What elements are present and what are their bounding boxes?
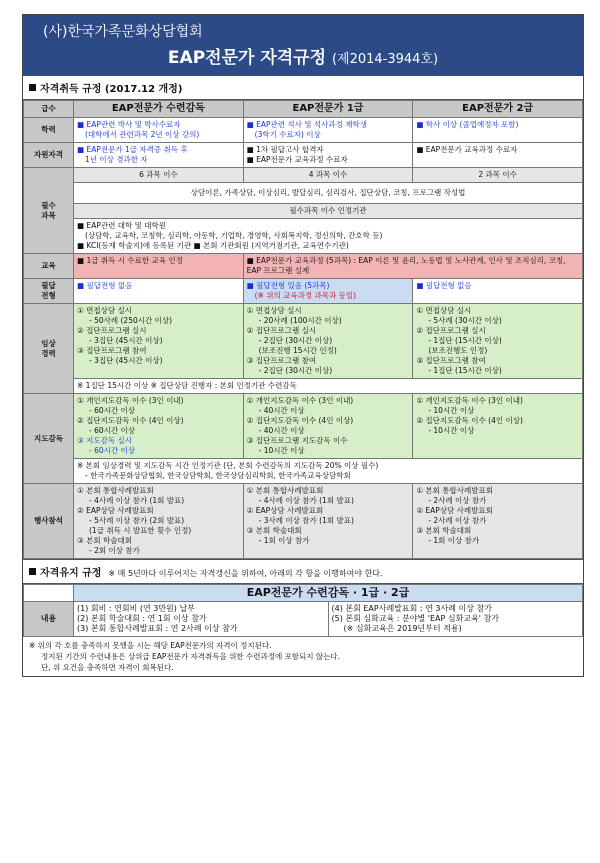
text-line: (1) 회비 : 연회비 (연 3만원) 납부 <box>77 604 195 613</box>
events-grade2 <box>413 484 583 559</box>
approval-heading: 필수과목 이수 인정기관 <box>74 204 583 219</box>
text-line: - 한국가족문화상담협회, 한국상담학회, 한국상담심리학회, 한국가족교육상담학회 <box>85 471 351 480</box>
list-line: - 20사례 (100시간 이상) <box>258 316 342 325</box>
cert-grade1 <box>243 143 413 168</box>
clinical-note: ※ 1집단 15시간 이상 ※ 집단상담 진행자 : 본회 인정기관 수련감독 <box>74 379 583 394</box>
list-line: - 40시간 이상 <box>258 426 305 435</box>
edu-grade1 <box>243 118 413 143</box>
list-line: - 40시간 이상 <box>258 406 305 415</box>
list-line: ① 면접상담 실시 <box>77 306 132 315</box>
footer-line: 단, 위 요건을 충족하면 자격이 회복된다. <box>41 663 174 672</box>
grade-header: 급수 <box>24 101 74 118</box>
label-line: 과목 <box>41 210 56 220</box>
cert-grade2 <box>413 143 583 168</box>
text-line: (※ 심화교육은 2019년부터 적용) <box>343 624 462 633</box>
row-label-education: 학력 <box>24 118 74 143</box>
text-line: ■ 필답전형 있음 (5과목) <box>246 281 330 290</box>
list-line: ② 집단지도감독 이수 (4인 이상) <box>246 416 354 425</box>
cert-supervisor <box>74 143 244 168</box>
label-line: 필답 <box>41 281 56 290</box>
list-line: - 2사례 이상 참가 <box>428 516 487 525</box>
list-line: ② 집단프로그램 실시 <box>246 326 317 335</box>
text-line: ■ EAP관련 석사 및 석사과정 재학생 <box>246 120 367 129</box>
row-label-events: 행사참석 <box>24 484 74 559</box>
text-line: (상담학, 교육학, 코칭학, 심리학, 아동학, 기업학, 경영학, 사회복지학, 정신의학, 간호학 등) <box>85 231 383 240</box>
text-line: (2) 본회 학술대회 : 연 1회 이상 참가 <box>77 614 207 623</box>
label-line: 전형 <box>41 291 56 300</box>
list-line: (보조진행도 인정) <box>428 346 488 355</box>
maintenance-left <box>74 602 329 637</box>
text-line: ■ EAP관련 대학 및 대학원 <box>77 221 166 230</box>
list-line: - 4사례 이상 참가 (1회 발표) <box>89 496 185 505</box>
req-count-grade1: 4 과목 이수 <box>243 168 413 183</box>
label-line: 필수 <box>41 200 56 210</box>
list-line: ① 면접상담 실시 <box>246 306 302 315</box>
list-line: ① 본회 통합사례발표회 <box>246 486 324 495</box>
blank-cell <box>24 585 74 602</box>
written-supervisor: ■ 필답전형 없음 <box>74 279 244 304</box>
section-title: 자격취득 규정 (2017.12 개정) <box>40 84 183 95</box>
list-line: - 10시간 이상 <box>428 406 475 415</box>
document-title <box>23 43 583 68</box>
supervision-grade2 <box>413 394 583 459</box>
clinical-grade2 <box>413 304 583 379</box>
list-line: - 2집단 (30시간 이상) <box>258 336 333 345</box>
list-line: - 5사례 (30시간 이상) <box>428 316 502 325</box>
list-line: ③ 본회 학술대회 <box>77 536 132 545</box>
list-line: ③ 지도감독 실시 <box>77 436 132 445</box>
list-line: ③ 집단프로그램 참여 <box>246 356 317 365</box>
list-line: - 10시간 이상 <box>428 426 475 435</box>
edu-supervisor <box>74 118 244 143</box>
list-line: ③ 본회 학술대회 <box>416 526 472 535</box>
section-title: 자격유지 규정 <box>40 568 102 579</box>
row-label-content: 내용 <box>24 602 74 637</box>
text-line: ■ KCI(등재 학술지)에 등록된 기관 ■ 본회 기관회원 (지역거점기관, 교육연수기관) <box>77 241 349 250</box>
text-line: (4) 본회 EAP사례발표회 : 연 3사례 이상 참가 <box>331 604 492 613</box>
row-label-written <box>24 279 74 304</box>
text-line: ■ 학사 이상 (졸업예정자 포함) <box>416 120 519 129</box>
maintenance-right <box>328 602 583 637</box>
label-line: 경력 <box>41 348 56 358</box>
list-line: - 50사례 (250시간 이상) <box>89 316 173 325</box>
row-label-training: 교육 <box>24 254 74 279</box>
regulation-number: (제2014-3944호) <box>331 52 439 67</box>
list-line: ③ 집단프로그램 지도감독 이수 <box>246 436 348 445</box>
list-line: ② 집단지도감독 이수 (4인 이상) <box>77 416 184 425</box>
text-line: ■ EAP전문가 교육과정 수료자 <box>416 145 518 154</box>
row-label-cert: 자원자격 <box>24 143 74 168</box>
list-line: ① 본회 통합사례발표회 <box>416 486 494 495</box>
supervision-note <box>74 459 583 484</box>
list-line: - 10시간 이상 <box>258 446 305 455</box>
document-page <box>22 14 584 677</box>
title-text: EAP전문가 자격규정 <box>167 48 327 68</box>
req-count-supervisor: 6 과목 이수 <box>74 168 244 183</box>
list-line: ① 본회 통합사례발표회 <box>77 486 154 495</box>
list-line: (보조진행 15시간 인정) <box>258 346 337 355</box>
req-count-grade2: 2 과목 이수 <box>413 168 583 183</box>
section-acquisition-heading <box>23 76 583 100</box>
list-line: ③ 집단프로그램 참여 <box>77 346 147 355</box>
section-maintenance-heading <box>23 559 583 584</box>
written-grade2: ■ 필답전형 없음 <box>413 279 583 304</box>
edu-grade2 <box>413 118 583 143</box>
footer-notes <box>23 637 583 676</box>
list-line: - 1회 이상 참가 <box>258 536 310 545</box>
supervision-grade1 <box>243 394 413 459</box>
list-line: - 1집단 (15시간 이상) <box>428 336 502 345</box>
text-line: (5) 본회 심화교육 : 분야별 'EAP 심화교육' 참가 <box>331 614 499 623</box>
list-line: - 4사례 이상 참가 (1회 발표) <box>258 496 354 505</box>
list-line: ③ 집단프로그램 참여 <box>416 356 486 365</box>
row-label-required <box>24 168 74 254</box>
bullet-square-icon <box>29 84 36 91</box>
text-line: (대학에서 관련과목 2년 이상 강의) <box>85 130 200 139</box>
acquisition-table <box>23 100 583 559</box>
training-supervisor: ■ 1급 취득 시 수료한 교육 인정 <box>74 254 244 279</box>
list-line: - 2회 이상 참가 <box>89 546 140 555</box>
list-line: - 3집단 (45시간 이상) <box>89 356 163 365</box>
supervision-supervisor <box>74 394 244 459</box>
label-line: 임상 <box>41 338 56 348</box>
footer-line: ※ 위의 각 호를 충족하지 못했을 시는 해당 EAP전문가의 자격이 정지된다. <box>29 641 272 650</box>
list-line: ② 집단프로그램 실시 <box>77 326 147 335</box>
row-label-clinical <box>24 304 74 394</box>
col-supervisor: EAP전문가 수련감독 <box>74 101 244 118</box>
maintenance-title: EAP전문가 수련감독 · 1급 · 2급 <box>74 585 583 602</box>
text-line: ■ EAP관련 박사 및 박사수료자 <box>77 120 181 129</box>
list-line: (1급 취득 시 발표한 횟수 인정) <box>89 526 192 535</box>
list-line: - 1회 이상 참가 <box>428 536 480 545</box>
text-line: (3학기 수료자) 이상 <box>254 130 321 139</box>
required-subjects: 상담이론, 가족상담, 이상심리, 발달심리, 심리검사, 집단상담, 코칭, 프로그램 작성법 <box>74 183 583 204</box>
list-line: ③ 본회 학술대회 <box>246 526 302 535</box>
list-line: - 2집단 (30시간 이상) <box>258 366 333 375</box>
text-line: ■ EAP전문가 1급 자격증 취득 후 <box>77 145 188 154</box>
footer-line: 정지된 기간의 수련내용은 상위급 EAP전문가 자격취득을 위한 수련과정에 포함되지 않는다. <box>41 652 341 661</box>
text-line: ■ EAP전문가 교육과정 수료자 <box>246 155 348 164</box>
list-line: - 3사례 이상 참가 (1회 발표) <box>258 516 354 525</box>
section-note: ※ 매 5년마다 이루어지는 자격갱신을 위하여, 아래의 각 항을 이행하여야 한다. <box>108 569 383 578</box>
text-line: (※ 위의 교육과정 과목과 동일) <box>254 291 357 300</box>
maintenance-table <box>23 584 583 637</box>
col-grade2: EAP전문가 2급 <box>413 101 583 118</box>
list-line: ② 집단지도감독 이수 (4인 이상) <box>416 416 523 425</box>
text-line: (3) 본회 통합사례발표회 : 연 2사례 이상 참가 <box>77 624 238 633</box>
list-line: - 60시간 이상 <box>89 406 135 415</box>
bullet-square-icon <box>29 568 36 575</box>
text-line: ■ 1차 필답고사 합격자 <box>246 145 324 154</box>
list-line: - 5사례 이상 참가 (2회 발표) <box>89 516 185 525</box>
text-line: 1년 이상 경과한 자 <box>85 155 148 164</box>
list-line: ① 면접상담 실시 <box>416 306 472 315</box>
training-grade1-2: ■ EAP전문가 교육과정 (5과목) : EAP 이론 및 윤리, 노동법 및 노사관계, 인사 및 조직심리, 코칭, EAP 프로그램 실제 <box>243 254 582 279</box>
list-line: - 3집단 (45시간 이상) <box>89 336 163 345</box>
list-line: ① 개인지도감독 이수 (3인 이내) <box>246 396 354 405</box>
list-line: - 1집단 (15시간 이상) <box>428 366 502 375</box>
list-line: ② EAP상담 사례발표회 <box>246 506 324 515</box>
list-line: ② 집단프로그램 실시 <box>416 326 486 335</box>
title-banner <box>23 15 583 76</box>
clinical-grade1 <box>243 304 413 379</box>
organization-name: (사)한국가족문화상담협회 <box>43 24 203 40</box>
row-label-supervision: 지도감독 <box>24 394 74 484</box>
clinical-supervisor <box>74 304 244 379</box>
list-line: - 60시간 이상 <box>89 446 135 455</box>
text-line: ※ 본회 임상경력 및 지도감독 시간 인정기관 (단, 본회 수련감독의 지도감독 20% 이상 필수) <box>77 461 379 470</box>
col-grade1: EAP전문가 1급 <box>243 101 413 118</box>
list-line: - 60시간 이상 <box>89 426 135 435</box>
events-grade1 <box>243 484 413 559</box>
list-line: ① 개인지도감독 이수 (3인 이내) <box>416 396 523 405</box>
list-line: - 2사례 이상 참가 <box>428 496 487 505</box>
list-line: ② EAP상담 사례발표회 <box>416 506 493 515</box>
events-supervisor <box>74 484 244 559</box>
list-line: ① 개인지도감독 이수 (3인 이내) <box>77 396 184 405</box>
written-grade1 <box>243 279 413 304</box>
list-line: ② EAP상담 사례발표회 <box>77 506 154 515</box>
approval-list <box>74 219 583 254</box>
